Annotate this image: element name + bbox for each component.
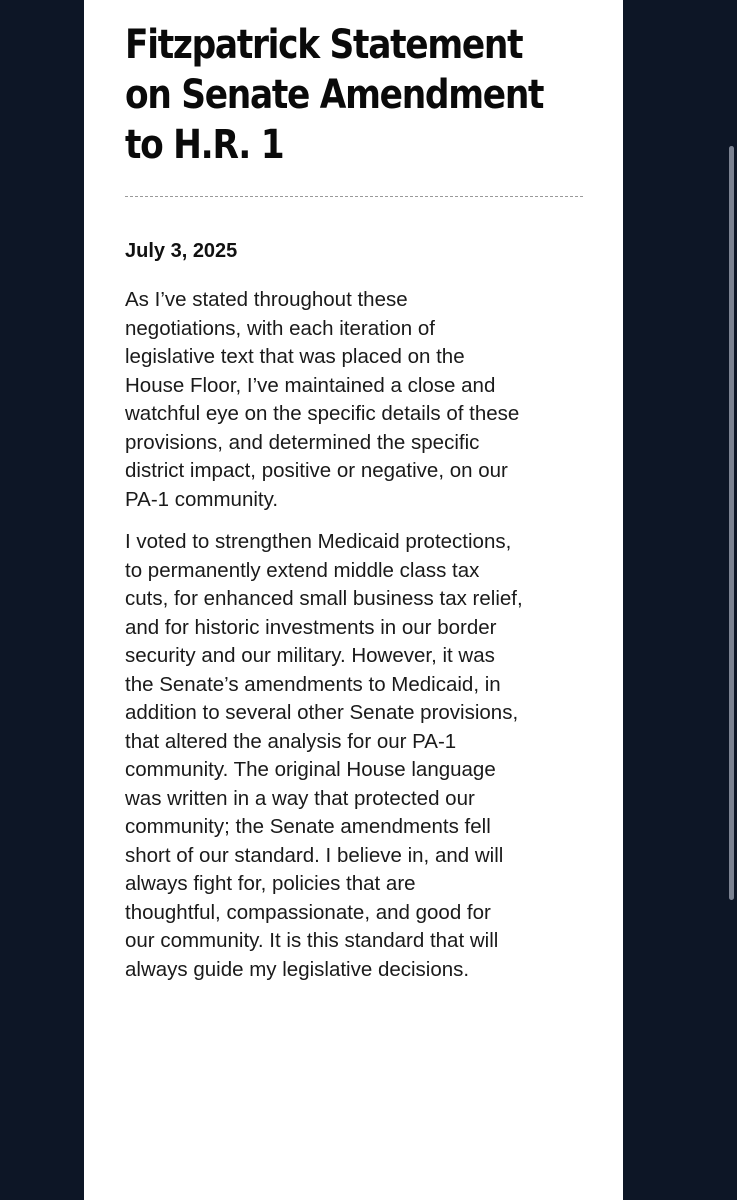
text-line: cuts, for enhanced small business tax relief, — [125, 587, 523, 610]
text-line: security and our military. However, it was — [125, 644, 495, 667]
text-line: to permanently extend middle class tax — [125, 558, 480, 582]
text-line: that altered the analysis for our PA-1 — [125, 729, 457, 753]
text-line: provisions, and determined the specific — [125, 430, 480, 454]
article-card — [84, 0, 623, 1200]
title-line: on Senate Amendment — [125, 72, 544, 118]
text-line: short of our standard. I believe in, and will — [125, 843, 504, 867]
text-line: community; the Senate amendments fell — [125, 815, 491, 838]
text-line: community. The original House language — [125, 758, 496, 781]
article-paragraph-1 — [125, 286, 583, 514]
text-line: thoughtful, compassionate, and good for — [125, 900, 491, 924]
text-line: I voted to strengthen Medicaid protections, — [125, 530, 512, 553]
text-line: district impact, positive or negative, on our — [125, 459, 508, 482]
text-line: watchful eye on the specific details of these — [125, 402, 520, 425]
text-line: As I’ve stated throughout these — [125, 288, 408, 311]
text-line: negotiations, with each iteration of — [125, 316, 435, 340]
title-divider — [125, 196, 583, 197]
scrollbar-thumb[interactable] — [729, 146, 734, 900]
article-paragraph-2 — [125, 528, 583, 984]
title-line: to H.R. 1 — [125, 122, 284, 168]
text-line: House Floor, I’ve maintained a close and — [125, 373, 496, 397]
text-line: PA-1 community. — [125, 487, 279, 511]
text-line: our community. It is this standard that will — [125, 929, 499, 952]
page-scrollbar[interactable] — [729, 146, 734, 900]
text-line: the Senate’s amendments to Medicaid, in — [125, 672, 501, 696]
article-date: July 3, 2025 — [125, 240, 238, 262]
text-line: legislative text that was placed on the — [125, 345, 465, 368]
text-line: always fight for, policies that are — [125, 872, 416, 895]
text-line: addition to several other Senate provisions, — [125, 701, 519, 724]
title-line: Fitzpatrick Statement — [125, 22, 523, 68]
article-title — [125, 20, 572, 170]
text-line: and for historic investments in our border — [125, 615, 497, 639]
text-line: was written in a way that protected our — [125, 786, 475, 810]
text-line: always guide my legislative decisions. — [125, 957, 470, 981]
